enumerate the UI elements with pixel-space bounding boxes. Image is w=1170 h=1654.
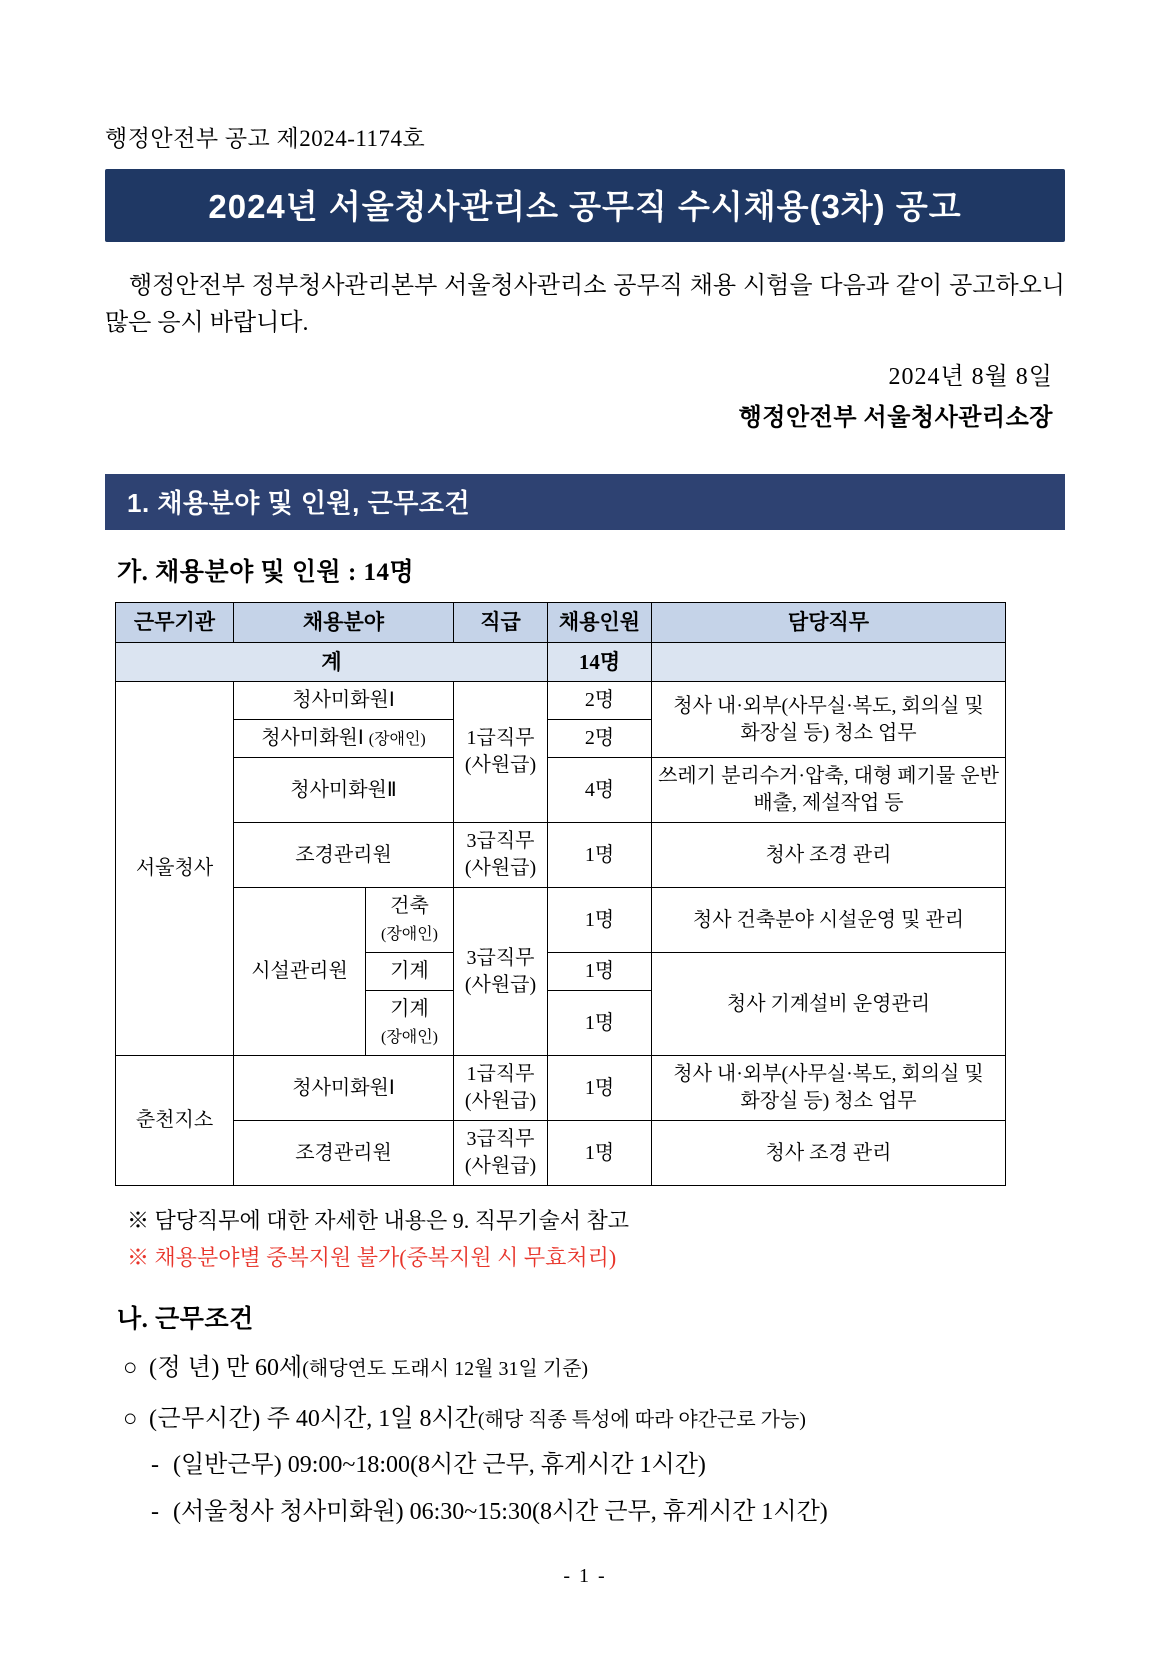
subcondition-note: (8시간 근무, 휴게시간 1시간): [410, 1452, 706, 1479]
subsection-b-heading: 나. 근무조건: [117, 1305, 254, 1333]
table-row: [116, 888, 1006, 953]
cell-subfield: 기계: [366, 953, 454, 991]
table-header-row: [116, 603, 1006, 642]
th-field: 채용분야: [234, 603, 454, 642]
cell-count: 1명: [548, 991, 652, 1056]
section-1-heading: 1. 채용분야 및 인원, 근무조건: [105, 474, 1065, 530]
table-total-row: [116, 642, 1006, 681]
total-label: 계: [116, 642, 548, 681]
cell-field-note: (장애인): [368, 731, 426, 749]
table-row: [116, 1056, 1006, 1121]
subcondition-note: (8시간 근무, 휴게시간 1시간): [531, 1499, 828, 1526]
intro-text: 행정안전부 정부청사관리본부 서울청사관리소 공무직 채용 시험을 다음과 같이 공고하오니 많은 응시 바랍니다.: [105, 273, 1065, 337]
doc-number: 행정안전부 공고 제2024-1174호: [105, 126, 426, 151]
cell-count: 1명: [548, 953, 652, 991]
cell-count: 1명: [548, 1056, 652, 1121]
table-row: [116, 682, 1006, 720]
table-row: [116, 1121, 1006, 1186]
cell-field: 청사미화원Ⅱ: [234, 758, 454, 823]
cell-count: 2명: [548, 682, 652, 720]
dash-icon: -: [151, 1452, 159, 1479]
bullet-circle-icon: ○: [123, 1405, 138, 1432]
table-row: [116, 823, 1006, 888]
subcondition-label: (서울청사 청사미화원): [173, 1499, 404, 1526]
subcondition-label: (일반근무): [173, 1452, 282, 1479]
cell-count: 4명: [548, 758, 652, 823]
cell-field: 조경관리원: [234, 1121, 454, 1186]
condition-note: (해당 직종 특성에 따라 야간근로 가능): [477, 1408, 806, 1431]
condition-main: 주 40시간, 1일 8시간: [260, 1405, 478, 1432]
cell-count: 1명: [548, 888, 652, 953]
bullet-circle-icon: ○: [123, 1354, 138, 1381]
total-count: 14명: [548, 642, 652, 681]
subcondition-main: 09:00~18:00: [281, 1452, 411, 1479]
cell-grade: 1급직무 (사원급): [454, 1056, 548, 1121]
cell-field: 시설관리원: [234, 888, 366, 1056]
cell-duty: 청사 기계설비 운영관리: [652, 953, 1006, 1056]
condition-label: (정 년): [149, 1354, 220, 1381]
subsection-a-heading: 가. 채용분야 및 인원 : 14명: [117, 559, 415, 587]
cell-count: 1명: [548, 823, 652, 888]
cell-count: 1명: [548, 1121, 652, 1186]
condition-retirement-age: [123, 1351, 1065, 1386]
cell-duty: 청사 내·외부(사무실·복도, 회의실 및 화장실 등) 청소 업무: [652, 682, 1006, 758]
table-row: [116, 758, 1006, 823]
subcondition-main: 06:30~15:30: [403, 1499, 532, 1526]
condition-main: 만 60세: [219, 1354, 303, 1381]
condition-general-shift: [151, 1448, 1065, 1483]
cell-grade: 1급직무 (사원급): [454, 682, 548, 823]
cell-grade: 3급직무 (사원급): [454, 823, 548, 888]
cell-grade: 3급직무 (사원급): [454, 1121, 548, 1186]
cell-field: 청사미화원Ⅰ: [234, 1056, 454, 1121]
signer-name: 행정안전부 서울청사관리소장: [738, 405, 1053, 432]
total-blank: [652, 642, 1006, 681]
cell-duty: 청사 조경 관리: [652, 823, 1006, 888]
page-title: 2024년 서울청사관리소 공무직 수시채용(3차) 공고: [105, 169, 1065, 242]
cell-duty: 청사 내·외부(사무실·복도, 회의실 및 화장실 등) 청소 업무: [652, 1056, 1006, 1121]
table-notes: [127, 1202, 1065, 1277]
cell-duty: 청사 조경 관리: [652, 1121, 1006, 1186]
intro-paragraph: [105, 268, 1065, 342]
th-grade: 직급: [454, 603, 548, 642]
cell-org-seoul: 서울청사: [116, 682, 234, 1056]
cell-subfield: 기계 (장애인): [366, 991, 454, 1056]
condition-label: (근무시간): [149, 1405, 261, 1432]
cell-duty: 쓰레기 분리수거·압축, 대형 폐기물 운반 배출, 제설작업 등: [652, 758, 1006, 823]
cell-count: 2명: [548, 720, 652, 758]
cell-field: 청사미화원Ⅰ (장애인): [234, 720, 454, 758]
th-org: 근무기관: [116, 603, 234, 642]
condition-cleaner-shift: [151, 1495, 1065, 1530]
condition-work-hours: [123, 1402, 1065, 1437]
recruitment-table: [115, 602, 1006, 1186]
dash-icon: -: [151, 1499, 159, 1526]
cell-grade: 3급직무 (사원급): [454, 888, 548, 1056]
condition-note: (해당연도 도래시 12월 31일 기준): [302, 1357, 589, 1380]
page-number: - 1 -: [563, 1565, 607, 1587]
note-item: ※ 담당직무에 대한 자세한 내용은 9. 직무기술서 참고: [127, 1208, 630, 1234]
th-count: 채용인원: [548, 603, 652, 642]
cell-org-chuncheon: 춘천지소: [116, 1056, 234, 1186]
th-duty: 담당직무: [652, 603, 1006, 642]
cell-field: 조경관리원: [234, 823, 454, 888]
cell-duty: 청사 건축분야 시설운영 및 관리: [652, 888, 1006, 953]
note-item-red: ※ 채용분야별 중복지원 불가(중복지원 시 무효처리): [127, 1245, 617, 1271]
cell-subfield: 건축 (장애인): [366, 888, 454, 953]
announcement-date: 2024년 8월 8일: [888, 364, 1053, 391]
cell-field: 청사미화원Ⅰ: [234, 682, 454, 720]
